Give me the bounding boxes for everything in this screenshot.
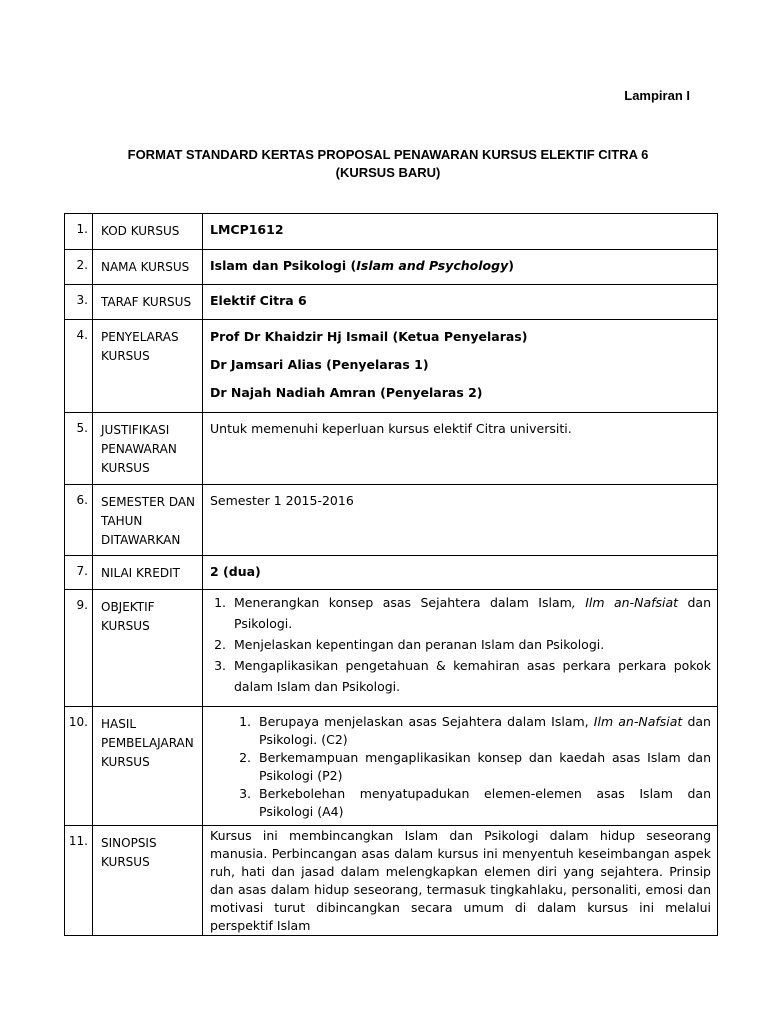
row-label: TARAF KURSUS — [93, 285, 203, 320]
objective-item: 3. Mengaplikasikan pengetahuan & kemahiran asas perkara perkara pokok dalam Islam dan Psikologi. — [230, 655, 711, 697]
row-value — [203, 320, 718, 413]
row-label: JUSTIFIKASI PENAWARAN KURSUS — [93, 413, 203, 485]
row-value: Elektif Citra 6 — [203, 285, 718, 320]
row-value: Semester 1 2015-2016 — [203, 485, 718, 556]
objective-item: 2. Menjelaskan kepentingan dan peranan Islam dan Psikologi. — [230, 634, 711, 655]
row-number: 6. — [65, 485, 93, 556]
row-label: HASIL PEMBELAJARAN KURSUS — [93, 707, 203, 826]
objective-list — [210, 592, 711, 697]
row-penyelaras — [65, 320, 718, 413]
row-justifikasi — [65, 413, 718, 485]
row-kod-kursus — [65, 214, 718, 250]
outcome-item: 1. Berupaya menjelaskan asas Sejahtera dalam Islam, Ilm an-Nafsiat dan Psikologi. (C2) — [255, 713, 711, 749]
row-hasil-pembelajaran — [65, 707, 718, 826]
objective-item: 1. Menerangkan konsep asas Sejahtera dalam Islam, Ilm an-Nafsiat dan Psikologi. — [230, 592, 711, 634]
title-line-2: (KURSUS BARU) — [335, 165, 441, 180]
row-label: NAMA KURSUS — [93, 250, 203, 285]
row-label: PENYELARAS KURSUS — [93, 320, 203, 413]
row-number: 4. — [65, 320, 93, 413]
coordinator-1: Prof Dr Khaidzir Hj Ismail (Ketua Penyelaras) — [210, 329, 528, 344]
row-nilai-kredit — [65, 556, 718, 590]
row-label: NILAI KREDIT — [93, 556, 203, 590]
outcome-item: 3. Berkebolehan menyatupadukan elemen-elemen asas Islam dan Psikologi (A4) — [255, 785, 711, 821]
row-label: SINOPSIS KURSUS — [93, 826, 203, 936]
row-taraf-kursus — [65, 285, 718, 320]
coordinator-2: Dr Jamsari Alias (Penyelaras 1) — [210, 357, 429, 372]
row-value: 2 (dua) — [203, 556, 718, 590]
proposal-table — [64, 213, 718, 936]
course-name: Islam dan Psikologi ( — [210, 258, 357, 273]
row-number: 9. — [65, 590, 93, 707]
coordinator-3: Dr Najah Nadiah Amran (Penyelaras 2) — [210, 385, 483, 400]
outcome-item: 2. Berkemampuan mengaplikasikan konsep dan kaedah asas Islam dan Psikologi (P2) — [255, 749, 711, 785]
course-name-english: Islam and Psychology — [356, 258, 509, 273]
row-sinopsis — [65, 826, 718, 936]
row-nama-kursus — [65, 250, 718, 285]
row-objektif — [65, 590, 718, 707]
row-label: KOD KURSUS — [93, 214, 203, 250]
row-number: 11. — [65, 826, 93, 936]
row-value: Untuk memenuhi keperluan kursus elektif Citra universiti. — [203, 413, 718, 485]
document-title — [60, 146, 716, 182]
row-number: 2. — [65, 250, 93, 285]
row-number: 1. — [65, 214, 93, 250]
row-label: SEMESTER DAN TAHUN DITAWARKAN — [93, 485, 203, 556]
learning-outcome-list — [210, 713, 711, 821]
row-number: 10. — [65, 707, 93, 826]
row-value — [203, 707, 718, 826]
title-line-1: FORMAT STANDARD KERTAS PROPOSAL PENAWARAN KURSUS ELEKTIF CITRA 6 — [127, 147, 649, 162]
row-label: OBJEKTIF KURSUS — [93, 590, 203, 707]
row-value — [203, 590, 718, 707]
row-semester — [65, 485, 718, 556]
row-value — [203, 250, 718, 285]
row-number: 7. — [65, 556, 93, 590]
course-name-close: ) — [508, 258, 514, 273]
row-number: 5. — [65, 413, 93, 485]
row-value: Kursus ini membincangkan Islam dan Psikologi dalam hidup seseorang manusia. Perbincangan asas dalam kursus ini menyentuh keseimbangan aspek ruh, hati dan jasad dalam melengkapkan elemen diri yang sejahtera. Prinsip dan asas dalam hidup seseorang, termasuk tingkahlaku, personaliti, emosi dan motivasi turut dibincangkan secara umum di dalam kursus ini melalui perspektif Islam — [203, 826, 718, 936]
row-number: 3. — [65, 285, 93, 320]
attachment-label: Lampiran I — [624, 88, 690, 103]
row-value: LMCP1612 — [203, 214, 718, 250]
